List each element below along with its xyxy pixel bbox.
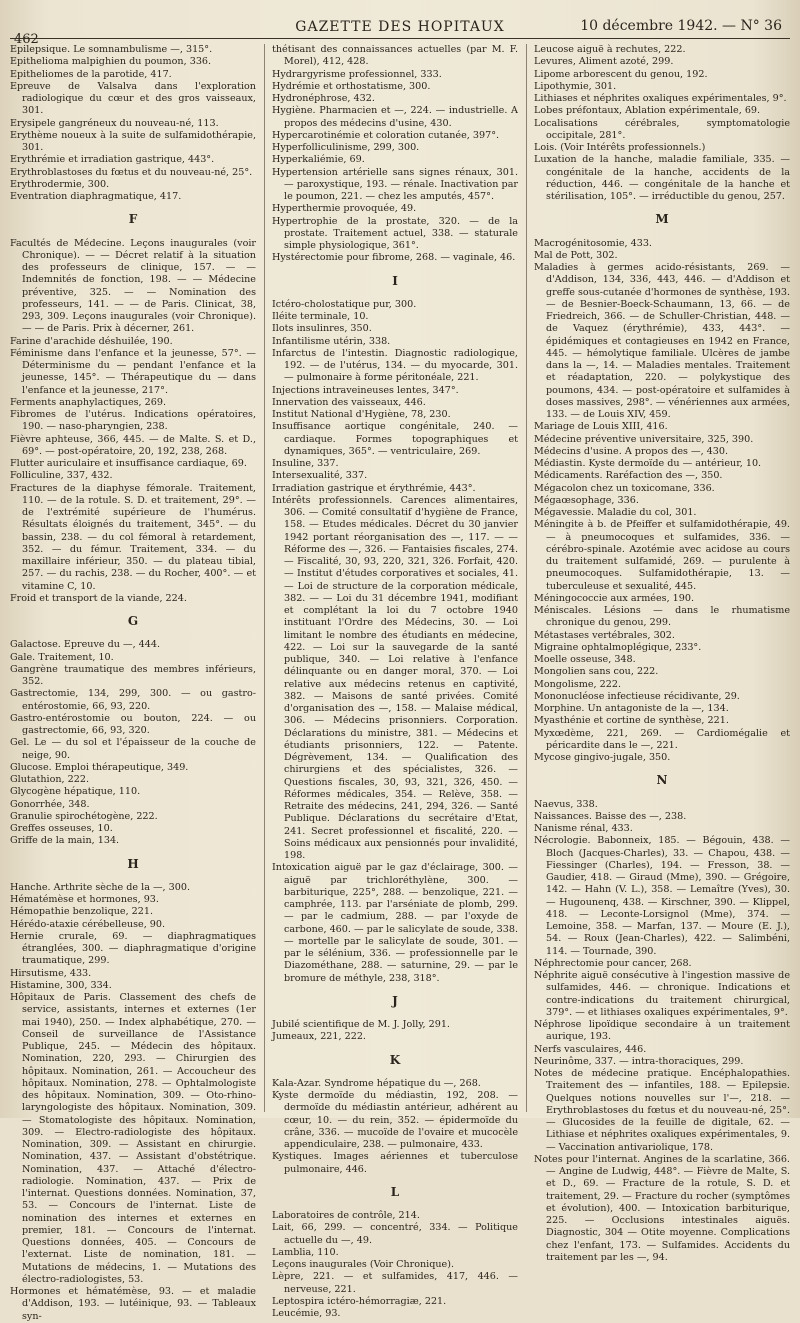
index-entry: Kala-Azar. Syndrome hépatique du —, 268. xyxy=(272,1077,481,1089)
index-entry: Laboratoires de contrôle, 214. xyxy=(272,1210,420,1221)
index-entry: Lipothymie, 301. xyxy=(534,80,617,92)
index-entry: Ilots insulinres, 350. xyxy=(272,323,372,335)
index-entry: Hypercarotinémie et coloration cutanée, 397°. xyxy=(272,129,500,141)
index-entry: Hygiène. Pharmacien et —, 224. — industrielle. A propos des médecins d'usine, 430. xyxy=(272,105,518,129)
index-entry: Nécrologie. Babonneix, 185. — Bégouin, 438. — Bloch (Jacques-Charles), 33. — Chapou, 438. — Fiessinger (Charles), 194. — Fresson, 38. — Gaudier, 418. — Giraud (Mme), 390. — Grégoire, 142. — Hahn (V. L.), 358. — Lemaître (Yves), 30. — Hugounenq, 438. — Kirschner, 390. — Klippel, 418. — Leconte-Lorsignol (Mme), 374. — Lemoine, 358. — Marfan, 137. — Moure (E. J.), 54. — Roux (Jean-Charles), 422. — Salimbéni, 114. — Tournade, 390. xyxy=(534,835,790,957)
index-entry: Granulie spirochétogène, 222. xyxy=(10,810,158,822)
index-entry: Erysipele gangréneux du nouveau-né, 113. xyxy=(10,117,219,129)
index-entry: Erythème noueux à la suite de sulfamidothérapie, 301. xyxy=(10,129,256,153)
index-entry: Méningococcie aux armées, 190. xyxy=(534,592,695,604)
index-entry: Hémopathie benzolique, 221. xyxy=(10,906,154,918)
section-letter: M xyxy=(655,212,669,227)
index-entry: Localisations cérébrales, symptomatologie occipitale, 281°. xyxy=(534,117,790,141)
index-entry: Mariage de Louis XIII, 416. xyxy=(534,421,668,433)
index-entry: Hirsutisme, 433. xyxy=(10,967,92,979)
index-entry: Hystérectomie pour fibrome, 268. — vaginale, 46. xyxy=(272,252,516,264)
index-entry: Mycose gingivo-jugale, 350. xyxy=(534,752,671,763)
section-letter: G xyxy=(127,614,139,628)
index-entry: Lipome arborescent du genou, 192. xyxy=(534,68,708,80)
index-entry: Kystiques. Images aériennes et tuberculose pulmonaire, 446. xyxy=(272,1151,518,1175)
section-letter: H xyxy=(127,856,139,871)
index-entry: Kyste dermoïde du médiastin, 192, 208. — dermoïde du médiastin antérieur, adhérent au cœur, 10. — du rein, 352. — épidermoïde du crâne, 336. — mucoïde de l'ovaire et mucocèle appendiculaire, 238. — pulmonaire, 433. xyxy=(272,1090,518,1150)
index-entry: Lèpre, 221. — et sulfamides, 417, 446. — nerveuse, 221. xyxy=(272,1271,518,1295)
index-entry: Hyperkaliémie, 69. xyxy=(272,154,365,166)
index-entry: Gastro-entérostomie ou bouton, 224. — ou gastrectomie, 66, 93, 320. xyxy=(10,712,256,736)
index-entry: Hyperfolliculinisme, 299, 300. xyxy=(272,142,420,153)
index-entry: Glutathion, 222. xyxy=(10,774,90,785)
index-entry: Irradiation gastrique et érythrémie, 443°. xyxy=(272,482,476,494)
index-entry: Leptospira ictéro-hémorragiæ, 221. xyxy=(272,1295,447,1307)
column-divider xyxy=(264,44,265,1112)
index-entry: Epitheliomes de la parotide, 417. xyxy=(10,68,172,80)
index-entry: Médecins d'usine. A propos des —, 430. xyxy=(534,445,729,457)
index-entry: Gale. Traitement, 10. xyxy=(10,651,114,663)
index-entry: Néphrectomie pour cancer, 268. xyxy=(534,957,692,969)
index-entry: Infarctus de l'intestin. Diagnostic radiologique, 192. — de l'utérus, 134. — du myocarde, 301. — pulmonaire à forme péritonéale, 221. xyxy=(272,347,518,384)
index-entry: Hanche. Arthrite sèche de la —, 300. xyxy=(10,881,191,893)
index-entry: thétisant des connaissances actuelles (par M. F. Morel), 412, 428. xyxy=(272,44,518,68)
index-entry: Médecine préventive universitaire, 325, 390. xyxy=(534,433,754,445)
index-entry: Gonorrhée, 348. xyxy=(10,798,90,810)
index-entry: Hyperthermie provoquée, 49. xyxy=(272,203,417,215)
index-entry: Innervation des vaisseaux, 446. xyxy=(272,396,426,408)
index-entry: Maladies à germes acido-résistants, 269. — d'Addison, 134, 336, 443, 446. — d'Addison et greffe sous-cutanée d'hormones de synthèse, 193. — de Besnier-Boeck-Schaumann, 13, 66. — de Friedreich, 366. — de Schuller-Christian, 448. — de Vaquez (érythrémie), 433, 443°. — épidémiques et contagieuses en 1942 en France, 445. — hémolytique familiale. Ulcères de jambe dans la —, 14. — Maladies mentales. Traitement et réadaptation, 220. — polykystique des poumons, 434. — post-opératoire et sulfamides à doses massives, 298°. — vénériennes aux armées, 133. — de Louis XIV, 459. xyxy=(534,262,790,420)
index-entry: Mégaœsophage, 336. xyxy=(534,494,639,506)
index-entry: Farine d'arachide déshuilée, 190. xyxy=(10,335,173,347)
index-entry: Griffe de la main, 134. xyxy=(10,835,120,847)
index-entry: Glycogène hépatique, 110. xyxy=(10,786,141,798)
index-entry: Myxœdème, 221, 269. — Cardiomégalie et péricardite dans le —, 221. xyxy=(534,727,790,751)
index-entry: Institut National d'Hygiène, 78, 230. xyxy=(272,409,451,420)
index-entry: Métastases vertébrales, 302. xyxy=(534,629,675,641)
index-entry: Lait, 66, 299. — concentré, 334. — Politique actuelle du —, 49. xyxy=(272,1222,518,1246)
section-letter: L xyxy=(390,1184,400,1199)
index-entry: Intersexualité, 337. xyxy=(272,470,368,482)
index-entry: Fibromes de l'utérus. Indications opératoires, 190. — naso-pharyngien, 238. xyxy=(10,409,256,433)
index-entry: Erythrémie et irradiation gastrique, 443°. xyxy=(10,154,215,166)
index-entry: Néphrose lipoïdique secondaire à un traitement aurique, 193. xyxy=(534,1019,790,1043)
index-entry: Mongolien sans cou, 222. xyxy=(534,666,659,678)
index-entry: Leçons inaugurales (Voir Chronique). xyxy=(272,1259,455,1270)
index-entry: Folliculine, 337, 432. xyxy=(10,470,113,482)
index-entry: Mégavessie. Maladie du col, 301. xyxy=(534,507,697,518)
index-entry: Médicaments. Raréfaction des —, 350. xyxy=(534,470,723,482)
index-entry: Eventration diaphragmatique, 417. xyxy=(10,191,182,202)
index-entry: Galactose. Epreuve du —, 444. xyxy=(10,639,161,651)
index-entry: Hôpitaux de Paris. Classement des chefs de service, assistants, internes et externes (1er mai 1940), 250. — Index alphabétique, 270. — Conseil de surveillance de l'Assistance Publique, 245. — Médecin des hôpitaux. Nomination, 220, 293. — Chirurgien des hôpitaux. Nomination, 261. — Accoucheur des hôpitaux. Nomination, 278. — Ophtalmologiste des hôpitaux. Nomination, 309. — Oto-rhino-laryngologiste des hôpitaux. Nomination, 309. — Stomatologiste des hôpitaux. Nomination, 309. — Electro-radiologiste des hôpitaux. Nomination, 309. — Assistant en chirurgie. Nomination, 437. — Assistant d'obstétrique. Nomination, 437. — Attaché d'électro-radiologie. Nomination, 437. — Prix de l'internat. Questions données. Nomination, 37, 53. — Concours de l'internat. Liste de nomination des internes et externes en premier, 181. — Concours de l'internat. Questions données, 405. — Concours de l'externat. Liste de nomination, 181. — Mutations de médecins, 1. — Mutations des électro-radiologistes, 53. xyxy=(10,992,256,1285)
page-number: 462 xyxy=(14,32,39,47)
index-entry: Intoxication aiguë par le gaz d'éclairage, 300. — aiguë par trichloréthylène, 300. — barbiturique, 225°, 288. — benzolique, 221. — camphrée, 113. par l'arséniate de plomb, 299. — par le cadmium, 288. — par l'oxyde de carbone, 460. — par le salicylate de soude, 338. — mortelle par le salicylate de soude, 301. — par le sélénium, 336. — professionnelle par le Diazométhane, 288. — saturnine, 29. — par le bromure de méthyle, 238, 318°. xyxy=(272,862,518,984)
index-entry: Glucose. Emploi thérapeutique, 349. xyxy=(10,761,189,773)
index-entry: Froid et transport de la viande, 224. xyxy=(10,592,187,604)
index-entry: Lithiases et néphrites oxaliques expérimentales, 9°. xyxy=(534,93,787,104)
index-entry: Mononucléose infectieuse récidivante, 29. xyxy=(534,690,740,702)
index-entry: Hernie crurale, 69. — diaphragmatiques étranglées, 300. — diaphragmatique d'origine traumatique, 299. xyxy=(10,930,256,967)
index-entry: Myasthénie et cortine de synthèse, 221. xyxy=(534,715,729,727)
index-entry: Nanisme rénal, 433. xyxy=(534,823,633,834)
index-entry: Macrogénitosomie, 433. xyxy=(534,237,652,249)
index-entry: Insuline, 337. xyxy=(272,458,339,469)
index-entry: Morphine. Un antagoniste de la —, 134. xyxy=(534,703,729,714)
index-entry: Neurinôme, 337. — intra-thoraciques, 299. xyxy=(534,1055,744,1067)
section-letter: K xyxy=(389,1052,401,1067)
index-entry: Lamblia, 110. xyxy=(272,1246,339,1258)
section-letter: J xyxy=(392,993,398,1008)
section-letter: I xyxy=(392,273,398,288)
index-entry: Erythrodermie, 300. xyxy=(10,178,110,190)
issue-date: 10 décembre 1942. — N° 36 xyxy=(580,18,782,34)
journal-title: GAZETTE DES HOPITAUX xyxy=(295,19,505,35)
index-entry: Notes pour l'internat. Angines de la scarlatine, 366. — Angine de Ludwig, 448°. — Fièvre de Malte, S. et D., 69. — Fracture de la rotule, S. D. et traitement, 29. — Fracture du rocher (symptômes et évolution), 400. — Intoxication barbiturique, 225. — Occlusions intestinales aiguës. Diagnostic, 304 — Otite moyenne. Complications chez l'enfant, 173. — Sulfamides. Accidents du traitement par les —, 94. xyxy=(534,1153,790,1263)
index-entry: Mongolisme, 222. xyxy=(534,678,621,690)
index-column-left xyxy=(10,44,256,1322)
index-entry: Médiastin. Kyste dermoïde du — antérieur, 10. xyxy=(534,458,762,469)
index-entry: Nerfs vasculaires, 446. xyxy=(534,1043,647,1055)
index-entry: Hypertrophie de la prostate, 320. — de la prostate. Traitement actuel, 338. — staturale simple physiologique, 361°. xyxy=(272,215,518,251)
index-entry: Hypertension artérielle sans signes rénaux, 301. — paroxystique, 193. — rénale. Inactivation par le poumon, 221. — chez les amputés, 457°. xyxy=(272,166,518,202)
index-entry: Hérédo-ataxie cérébelleuse, 90. xyxy=(10,918,166,930)
index-column-middle xyxy=(272,44,518,1319)
index-entry: Gangrène traumatique des membres inférieurs, 352. xyxy=(10,663,256,687)
index-entry: Moelle osseuse, 348. xyxy=(534,654,636,665)
index-entry: Gel. Le — du sol et l'épaisseur de la couche de neige, 90. xyxy=(10,737,256,761)
index-entry: Fièvre aphteuse, 366, 445. — de Malte. S. et D., 69°. — post-opératoire, 20, 192, 238, 268. xyxy=(10,433,256,457)
index-entry: Levures, Aliment azoté, 299. xyxy=(534,56,674,68)
index-entry: Epithelioma malpighien du poumon, 336. xyxy=(10,56,212,68)
index-entry: Intérêts professionnels. Carences alimentaires, 306. — Comité consultatif d'hygiène de France, 158. — Etudes médicales. Décret du 30 janvier 1942 portant réorganisation des —, 117. — — Réforme des —, 326. — Fantaisies fiscales, 274. — Fiscalité, 30, 93, 220, 321, 326. Forfait, 420. — Institut d'études corporatives et sociales, 41. — Loi de structure de la corporation médicale, 382. — — Loi du 31 décembre 1941, modifiant et complétant la loi du 7 octobre 1940 instituant l'Ordre des Médecins, 30. — Loi limitant le nombre des étudiants en médecine, 422. — Loi sur la sauvegarde de la santé publique, 340. — Loi relative à l'enfance délinquante ou en danger moral, 370. — Loi relative aux médecins retenus en captivité, 382. — Maisons de santé privées. Comité d'organisation des —, 158. — Malaise médical, 306. — Médecins prisonniers. Corporation. Déclarations du ministre, 381. — Médecins et étudiants prisonniers, 122. — Patente. Dégrèvement, 134. — Qualification des chirurgiens et des spécialistes, 326. — Questions fiscales, 30, 93, 321, 326, 450. — Réformes médicales, 354. — Relève, 358. — Retraite des médecins, 241, 294, 326. — Santé Publique. Déclarations du secrétaire d'Etat, 241. Secret professionnel et fiscalité, 220. — Soins médicaux aux pensionnés pour invalidité, 198. xyxy=(272,494,518,861)
index-entry: Notes de médecine pratique. Encéphalopathies. Traitement des — infantiles, 188. — Epilepsie. Quelques notions nouvelles sur l'—, 218. — Erythroblastoses du fœtus et du nouveau-né, 25°. — Glucosides de la feuille de digitale, 62. — Lithiase et néphrites oxaliques expérimentales, 9. — Vaccination antivariolique, 178. xyxy=(534,1068,790,1153)
index-column-right xyxy=(534,44,790,1263)
index-entry: Hydrargyrisme professionnel, 333. xyxy=(272,68,442,80)
index-entry: Leucémie, 93. xyxy=(272,1308,341,1319)
index-entry: Mal de Pott, 302. xyxy=(534,249,618,261)
index-entry: Histamine, 300, 334. xyxy=(10,979,112,991)
index-entry: Féminisme dans l'enfance et la jeunesse, 57°. — Déterminisme du — pendant l'enfance et la jeunesse, 145°. — Thérapeutique du — dans l'enfance et la jeunesse, 217°. xyxy=(10,347,256,396)
index-entry: Insuffisance aortique congénitale, 240. — cardiaque. Formes topographiques et dynamiques, 365°. — ventriculaire, 269. xyxy=(272,421,518,457)
index-entry: Hydrémie et orthostatisme, 300. xyxy=(272,80,431,92)
index-entry: Néphrite aiguë consécutive à l'ingestion massive de sulfamides, 446. — chronique. Indications et contre-indications du traitement chirurgical, 379°. — et lithiases oxaliques expérimentales, 9°. xyxy=(534,970,790,1018)
index-entry: Greffes osseuses, 10. xyxy=(10,823,113,834)
index-entry: Mégacolon chez un toxicomane, 336. xyxy=(534,482,715,494)
index-entry: Erythroblastoses du fœtus et du nouveau-né, 25°. xyxy=(10,166,253,178)
section-letter: N xyxy=(656,773,668,788)
index-entry: Jubilé scientifique de M. J. Jolly, 291. xyxy=(272,1019,450,1030)
index-entry: Iléite terminale, 10. xyxy=(272,311,369,322)
index-entry: Ferments anaphylactiques, 269. xyxy=(10,396,167,408)
index-entry: Hydronéphrose, 432. xyxy=(272,93,375,104)
index-entry: Méniscales. Lésions — dans le rhumatisme chronique du genou, 299. xyxy=(534,605,790,629)
page-header xyxy=(10,14,790,47)
section-letter: F xyxy=(128,212,138,227)
index-entry: Facultés de Médecine. Leçons inaugurales (voir Chronique). — — Décret relatif à la situation des professeurs de clinique, 157. — — Indemnités de fonction, 198. — — Médecine préventive, 325. — — Nomination des professeurs, 141. — — de Paris. Clinicat, 38, 293, 309. Leçons inaugurales (voir Chronique). — — de Paris. Prix à décerner, 261. xyxy=(10,237,256,335)
index-entry: Flutter auriculaire et insuffisance cardiaque, 69. xyxy=(10,458,247,469)
index-entry: Ictéro-cholostatique pur, 300. xyxy=(272,298,417,310)
index-entry: Méningite à b. de Pfeiffer et sulfamidothérapie, 49. — à pneumocoques et sulfamides, 336. — cérébro-spinale. Azotémie avec acidose au cours du traitement sulfamidé, 269. — purulente à pneumocoques. Sulfamidothérapie, 13. — tuberculeuse et sexualité, 445. xyxy=(534,519,790,592)
index-entry: Leucose aiguë à rechutes, 222. xyxy=(534,44,686,55)
index-entry: Hormones et hématémèse, 93. — et maladie d'Addison, 193. — lutéinique, 93. — Tableaux syn- xyxy=(10,1286,256,1322)
index-entry: Injections intraveineuses lentes, 347°. xyxy=(272,384,459,396)
index-entry: Naevus, 338. xyxy=(534,798,598,810)
index-entry: Hématémèse et hormones, 93. xyxy=(10,894,159,905)
index-entry: Epilepsique. Le somnambulisme —, 315°. xyxy=(10,44,213,55)
index-entry: Luxation de la hanche, maladie familiale, 335. — congénitale de la hanche, accidents de la réduction, 446. — congénitale de la hanche et stérilisation, 105°. — irréductible du genou, 257. xyxy=(534,154,790,202)
index-entry: Epreuve de Valsalva dans l'exploration radiologique du cœur et des gros vaisseaux, 301. xyxy=(10,80,256,117)
column-divider xyxy=(526,44,527,1112)
index-entry: Jumeaux, 221, 222. xyxy=(272,1031,366,1043)
index-entry: Migraine ophtalmoplégique, 233°. xyxy=(534,641,702,653)
index-entry: Gastrectomie, 134, 299, 300. — ou gastro-entérostomie, 66, 93, 220. xyxy=(10,688,256,712)
index-entry: Naissances. Baisse des —, 238. xyxy=(534,810,687,822)
index-entry: Fractures de la diaphyse fémorale. Traitement, 110. — de la rotule. S. D. et traitement, 29°. — de l'extrémité supérieure de l'humérus. Résultats éloignés du traitement, 345°. — du bassin, 238. — du col fémoral à retardement, 352. — du fémur. Traitement, 334. — du maxillaire inférieur, 350. — du plateau tibial, 257. — du rachis, 238. — du Rocher, 400°. — et vitamine C, 10. xyxy=(10,482,256,592)
index-entry: Infantilisme utérin, 338. xyxy=(272,335,391,347)
index-entry: Lobes préfontaux, Ablation expérimentale, 69. xyxy=(534,105,761,117)
index-entry: Lois. (Voir Intérêts professionnels.) xyxy=(534,142,706,153)
